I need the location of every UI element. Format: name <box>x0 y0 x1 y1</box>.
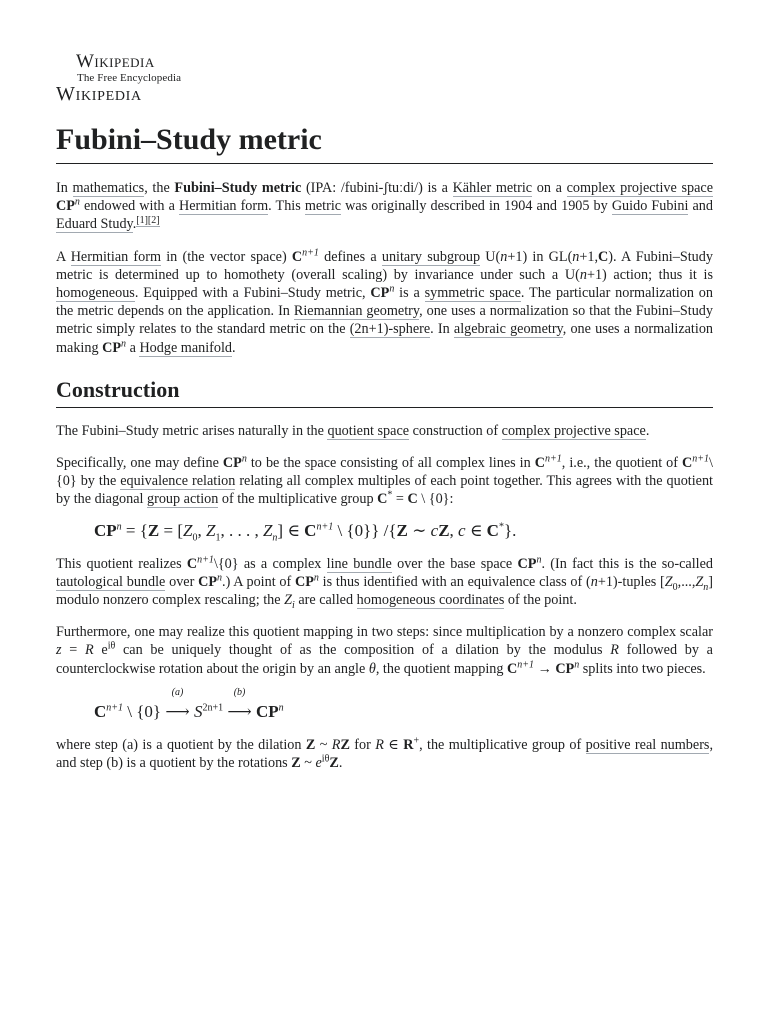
article <box>56 50 713 772</box>
link-complex-projective-space[interactable]: complex projective space <box>566 180 713 196</box>
paragraph-intro: In mathematics, the Fubini–Study metric (IPA: /fubini-ʃtuːdi/) is a Kähler metric on a complex projective space $CP^n$ endowed with a Hermitian form. This metric was originally described in 1904 and 1905 by Guido Fubini and Eduard Study.[1][2] <box>56 180 713 233</box>
link-eduard-study[interactable]: Eduard Study <box>56 216 133 233</box>
paragraph-two-steps: Furthermore, one may realize this quotient mapping in two steps: since multiplication by a nonzero complex scalar z = R $e^{i\theta}$ can be uniquely thought of as the composition of a dilation by the modulus R followed by a counterclockwise rotation about the origin by an angle θ, the quotient mapping $C^{n+1} \to CP^n$ splits into two pieces. <box>56 624 713 677</box>
paragraph-definition: Specifically, one may define $CP^n$ to be the space consisting of all complex lines in $C^{n+1}$, i.e., the quotient of $C^{n+1}\backslash\{0\}$ by the equivalence relation relating all complex multiples of each point together. This agrees with the quotient by the diagonal group action of the multiplicative group C* = C \ {0}: <box>56 453 714 508</box>
link-symmetric-space[interactable]: symmetric space <box>424 285 521 302</box>
link-quotient-space[interactable]: quotient space <box>327 422 410 439</box>
reference-links[interactable]: [1][2] <box>136 214 160 226</box>
link-tautological-bundle[interactable]: tautological bundle <box>56 573 166 590</box>
logo-tagline: The Free Encyclopedia <box>77 72 182 84</box>
link-homogeneous[interactable]: homogeneous <box>56 285 135 302</box>
paragraph-line-bundle: This quotient realizes $C^{n+1}\backslash\{0\}$ as a complex line bundle over the base space $CP^n$. (In fact this is the so-called tautological bundle over $CP^n$.) A point of $CP^n$ is thus identified with an equivalence class of (n+1)-tuples $[Z_0,...,Z_n]$ modulo nonzero complex rescaling; the $Z_i$ are called homogeneous coordinates of the point. <box>56 553 713 611</box>
link-hodge-manifold[interactable]: Hodge manifold <box>139 339 233 356</box>
link-equivalence-relation[interactable]: equivalence relation <box>120 473 236 490</box>
link-algebraic-geometry[interactable]: algebraic geometry <box>453 321 563 338</box>
link-mathematics[interactable]: mathematics <box>72 180 145 196</box>
paragraph-construction-intro: The Fubini–Study metric arises naturally in the quotient space construction of complex projective space. <box>56 422 650 439</box>
link-riemannian-geometry[interactable]: Riemannian geometry <box>293 303 420 320</box>
link-unitary-subgroup[interactable]: unitary subgroup <box>381 248 481 265</box>
link-group-action[interactable]: group action <box>147 491 219 508</box>
link-line-bundle[interactable]: line bundle <box>326 555 392 572</box>
logo-wordmark-bottom: Wikipedia <box>56 83 142 105</box>
formula-cpn-quotient: $CP^n = \{Z = [Z_0$, $Z_1$, . . . , $Z_n$] ∈ $C^{n+1}$ \ {0}} /{Z ∼ cZ, c ∈ C*}. <box>94 520 517 544</box>
link-homogeneous-coordinates[interactable]: homogeneous coordinates <box>356 592 505 609</box>
link-hermitian-form[interactable]: Hermitian form <box>178 198 269 215</box>
logo-wordmark-top: Wikipedia <box>76 51 155 72</box>
paragraph-hermitian: A Hermitian form in (the vector space) $C^{n+1}$ defines a unitary subgroup U(n+1) in GL(n+1,C). A Fubini–Study metric is determined up to homothety (overall scaling) by invariance under such a U(n+1) action; thus it is homogeneous. Equipped with a Fubini–Study metric, $CP^n$ is a symmetric space. The particular normalization on the metric depends on the application. In Riemannian geometry, one uses a normalization so that the Fubini–Study metric simply relates to the standard metric on the (2n+1)-sphere. In algebraic geometry, one uses a normalization making $CP^n$ a Hodge manifold. <box>56 246 714 356</box>
wikipedia-logo[interactable] <box>56 50 713 106</box>
link-metric[interactable]: metric <box>304 198 342 215</box>
formula-two-step-map: $C^{n+1}$ \ {0} (a) ⟶ $S^{2n+1}$ (b) ⟶ $CP^n$ <box>94 686 284 721</box>
link-complex-projective-space-2[interactable]: complex projective space <box>501 422 646 439</box>
link-guido-fubini[interactable]: Guido Fubini <box>611 198 689 215</box>
link-hermitian-form-2[interactable]: Hermitian form <box>70 248 162 265</box>
paragraph-steps-explained: where step (a) is a quotient by the dilation Z ~ RZ for R ∈ R+, the multiplicative group of positive real numbers, and step (b) is a quotient by the rotations Z ~ $e^{i\theta}Z$. <box>56 735 713 772</box>
page-title: Fubini–Study metric <box>56 121 713 164</box>
link-positive-real-numbers[interactable]: positive real numbers <box>585 736 710 753</box>
link-sphere[interactable]: (2n+1)-sphere <box>349 321 431 338</box>
link-kahler-metric[interactable]: Kähler metric <box>452 180 533 196</box>
section-heading-construction: Construction <box>56 375 713 408</box>
